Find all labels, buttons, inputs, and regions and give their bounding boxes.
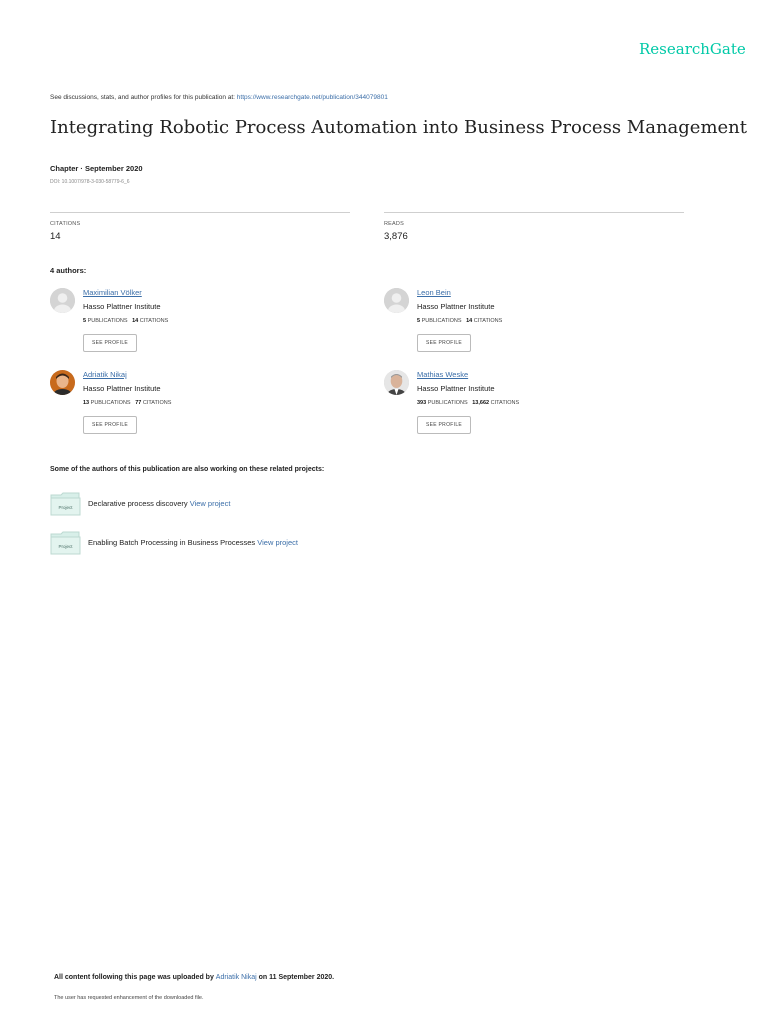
author-publications-count: 5	[417, 318, 421, 324]
see-text: See discussions, stats, and author profiles for this publication at:	[50, 94, 237, 101]
citations-value: 14	[50, 231, 61, 242]
researchgate-logo[interactable]: ResearchGate	[639, 40, 746, 58]
author-institution: Hasso Plattner Institute	[83, 384, 161, 393]
upload-info	[54, 974, 334, 981]
project-item	[50, 531, 450, 557]
avatar[interactable]	[50, 370, 75, 395]
enhancement-note: The user has requested enhancement of the downloaded file.	[54, 995, 204, 1001]
project-folder-label: Project	[58, 505, 73, 510]
author-citations-label: CITATIONS	[139, 318, 169, 324]
project-item	[50, 492, 450, 518]
author-name-link[interactable]: Maximilian Völker	[83, 288, 142, 297]
reads-value: 3,876	[384, 231, 408, 242]
authors-heading: 4 authors:	[50, 266, 87, 275]
publication-url-link[interactable]: https://www.researchgate.net/publication/344079801	[236, 94, 388, 101]
project-line	[88, 499, 230, 508]
author-institution: Hasso Plattner Institute	[417, 302, 495, 311]
author-citations-label: CITATIONS	[142, 400, 172, 406]
avatar[interactable]	[384, 370, 409, 395]
author-stats	[417, 318, 502, 324]
related-projects-heading: Some of the authors of this publication are also working on these related projects:	[50, 466, 325, 473]
author-publications-label: PUBLICATIONS	[427, 400, 468, 406]
author-citations-count: 77	[135, 400, 142, 406]
author-stats	[83, 318, 168, 324]
citations-label: CITATIONS	[50, 221, 81, 227]
author-publications-count: 5	[83, 318, 87, 324]
project-name: Enabling Batch Processing in Business Processes	[88, 538, 256, 547]
reads-label: READS	[384, 221, 404, 227]
avatar[interactable]	[384, 288, 409, 313]
author-institution: Hasso Plattner Institute	[83, 302, 161, 311]
author-publications-label: PUBLICATIONS	[87, 318, 128, 324]
project-folder-icon	[50, 492, 81, 516]
author-name-link[interactable]: Adriatik Nikaj	[83, 370, 127, 379]
author-stats	[83, 400, 171, 406]
author-photo-icon	[384, 370, 409, 395]
see-profile-button[interactable]: SEE PROFILE	[83, 416, 137, 434]
default-avatar-icon	[384, 288, 409, 313]
author-citations-count: 14	[132, 318, 139, 324]
stats-divider-left	[50, 212, 350, 213]
publication-doi: DOI: 10.1007/978-3-030-58779-6_6	[50, 179, 130, 185]
project-line	[88, 538, 298, 547]
publication-type-date: Chapter · September 2020	[50, 164, 143, 173]
author-publications-count: 13	[83, 400, 90, 406]
author-card	[384, 370, 684, 450]
author-stats	[417, 400, 519, 406]
author-card	[50, 288, 350, 368]
uploader-link[interactable]: Adriatik Nikaj	[215, 974, 257, 981]
project-name: Declarative process discovery	[88, 499, 188, 508]
author-citations-label: CITATIONS	[490, 400, 520, 406]
see-profile-button[interactable]: SEE PROFILE	[83, 334, 137, 352]
stats-divider-right	[384, 212, 684, 213]
see-profile-button[interactable]: SEE PROFILE	[417, 416, 471, 434]
author-citations-count: 14	[466, 318, 473, 324]
author-publications-label: PUBLICATIONS	[90, 400, 131, 406]
see-profile-button[interactable]: SEE PROFILE	[417, 334, 471, 352]
author-institution: Hasso Plattner Institute	[417, 384, 495, 393]
author-card	[384, 288, 684, 368]
project-folder-icon	[50, 531, 81, 555]
publication-title: Integrating Robotic Process Automation into Business Process Management	[50, 117, 747, 138]
view-project-link[interactable]: View project	[189, 499, 231, 508]
avatar[interactable]	[50, 288, 75, 313]
upload-prefix: All content following this page was uploaded by	[54, 974, 216, 981]
view-project-link[interactable]: View project	[257, 538, 298, 547]
upload-suffix: on 11 September 2020.	[256, 974, 335, 981]
author-name-link[interactable]: Mathias Weske	[417, 370, 469, 379]
default-avatar-icon	[50, 288, 75, 313]
see-discussions-line	[50, 94, 388, 101]
author-publications-label: PUBLICATIONS	[421, 318, 462, 324]
project-folder-label: Project	[58, 544, 73, 549]
author-citations-label: CITATIONS	[473, 318, 503, 324]
author-name-link[interactable]: Leon Bein	[417, 288, 451, 297]
author-card	[50, 370, 350, 450]
author-citations-count: 13,662	[472, 400, 490, 406]
author-publications-count: 393	[417, 400, 427, 406]
author-photo-icon	[50, 370, 75, 395]
